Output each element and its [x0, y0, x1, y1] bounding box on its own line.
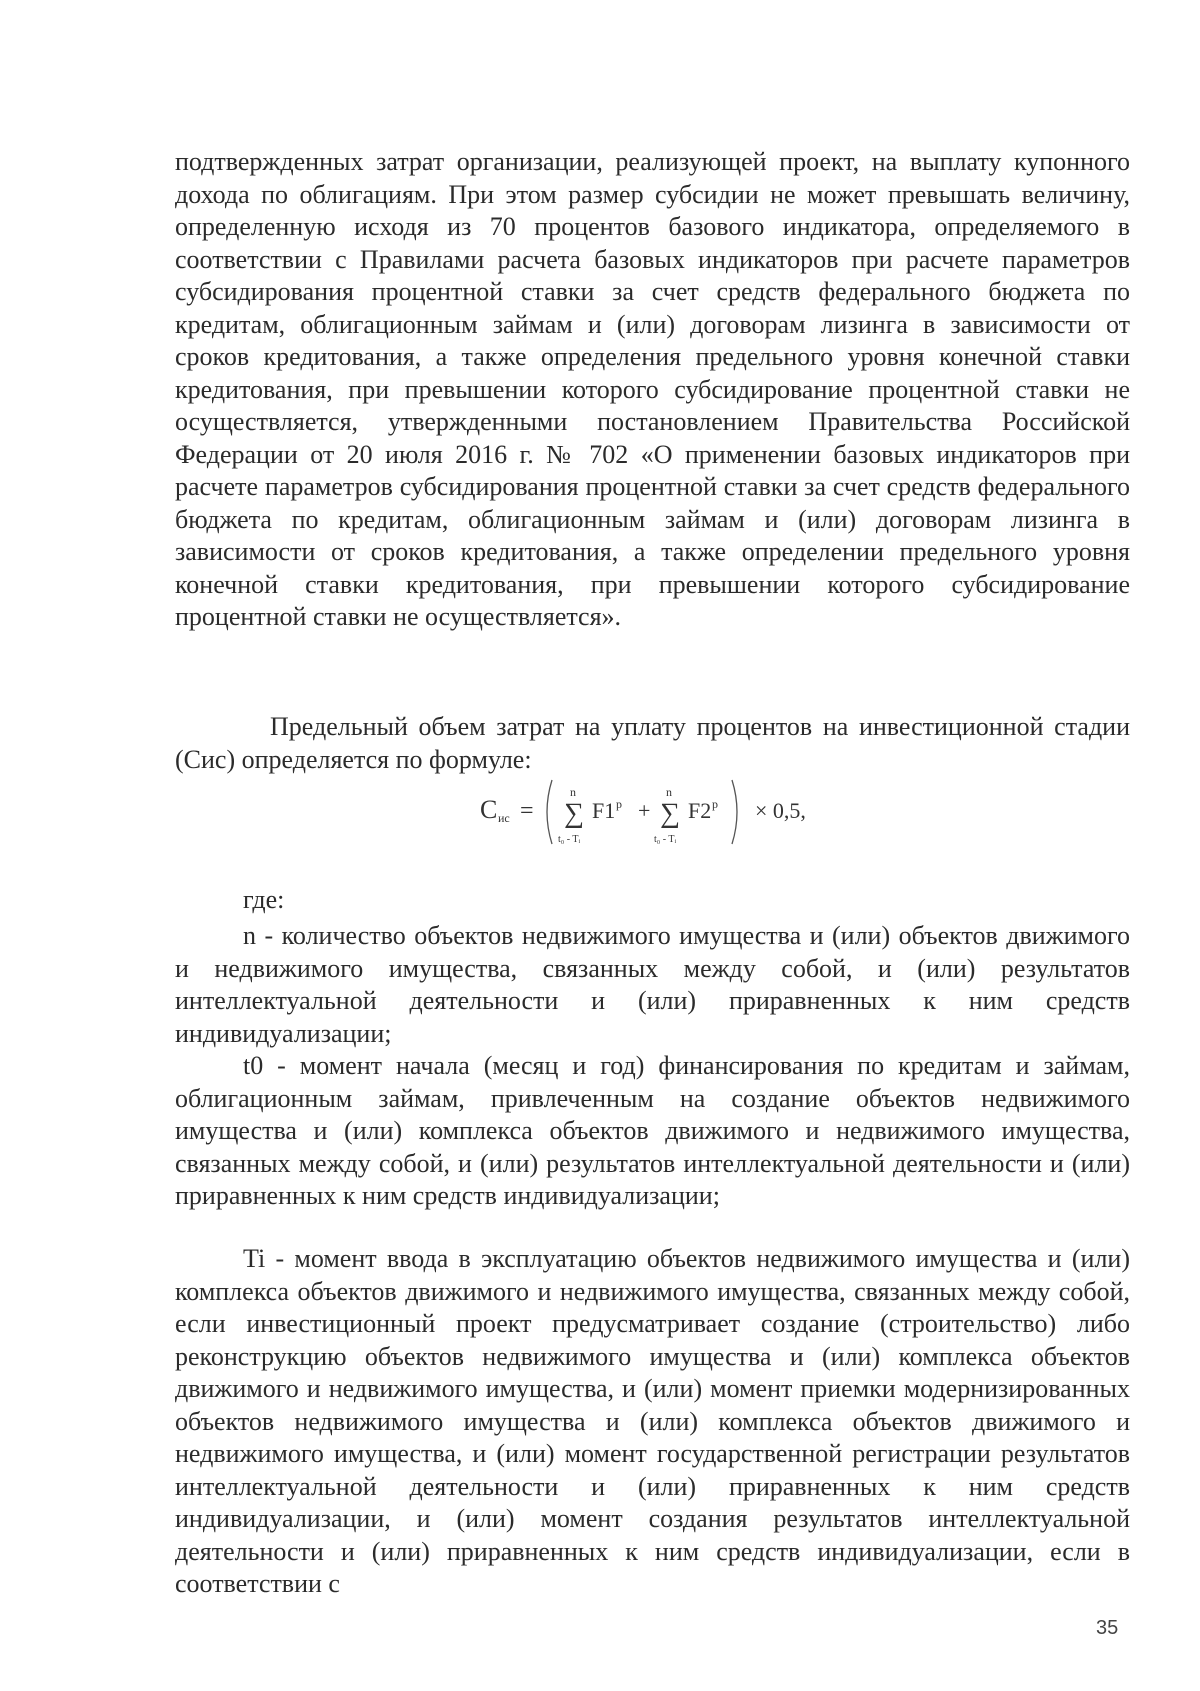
page-number: 35 — [1096, 1617, 1119, 1639]
sum-1-sigma: ∑ — [564, 798, 584, 829]
sum-2-upper: n — [666, 785, 672, 799]
term-f2: F2 — [688, 798, 712, 823]
sum-1-upper: n — [570, 785, 576, 799]
paragraph-subsidy-limit: подтвержденных затрат организации, реализующей проект, на выплату купонного дохода по облигациям. При этом размер субсидии не может превышать величину, определенную исходя из 70 процентов базового индикатора, определяемого в соответствии с Правилами расчета базовых индикаторов при расчете параметров субсидирования процентной ставки за счет средств федерального бюджета по кредитам, облигационным займам и (или) договорам лизинга в зависимости от сроков кредитования, а также определения предельного уровня конечной ставки кредитования, при превышении которого субсидирование процентной ставки не осуществляется, утвержденными постановлением Правительства Российской Федерации от 20 июля 2016 г. № 702 «О применении базовых индикаторов при расчете параметров субсидирования процентной ставки за счет средств федерального бюджета по кредитам, облигационным займам и (или) договорам лизинга в зависимости от сроков кредитования, а также определении предельного уровня конечной ставки кредитования, при превышении которого субсидирование процентной ставки не осуществляется». — [175, 147, 1130, 631]
right-paren — [732, 780, 737, 844]
formula-lhs-subscript: ис — [498, 811, 510, 825]
paragraph-formula-intro: Предельный объем затрат на уплату процентов на инвестиционной стадии (Сис) определяется по формуле: — [175, 712, 1130, 774]
formula-plus: + — [638, 798, 651, 823]
formula-equals: = — [520, 798, 534, 824]
sum-2-lower: t₀ - Tᵢ — [654, 834, 677, 845]
where-label: где: — [243, 885, 285, 914]
left-paren — [547, 780, 552, 844]
term-f2-superscript: p — [712, 797, 718, 811]
formula-cis — [470, 772, 910, 852]
sum-2-sigma: ∑ — [660, 798, 680, 829]
term-f1: F1 — [592, 798, 616, 823]
definition-n: n - количество объектов недвижимого имущества и (или) объектов движимого и недвижимого имущества, связанных между собой, и (или) результатов интеллектуальной деятельности и (или) приравненных к ним средств индивидуализации; — [175, 921, 1130, 1048]
definition-ti: Ti - момент ввода в эксплуатацию объектов недвижимого имущества и (или) комплекса объектов движимого и недвижимого имущества, связанных между собой, если инвестиционный проект предусматривает создание (строительство) либо реконструкцию объектов недвижимого имущества и (или) комплекса объектов движимого и недвижимого имущества, и (или) момент приемки модернизированных объектов недвижимого имущества и (или) комплекса объектов движимого и недвижимого имущества, и (или) момент государственной регистрации результатов интеллектуальной деятельности и (или) приравненных к ним средств индивидуализации, и (или) момент создания результатов интеллектуальной деятельности и (или) приравненных к ним средств индивидуализации, если в соответствии с — [175, 1244, 1130, 1598]
formula-multiplier: × 0,5, — [755, 798, 806, 823]
sum-1-lower: t₀ - Tᵢ — [558, 834, 581, 845]
definition-t0: t0 - момент начала (месяц и год) финансирования по кредитам и займам, облигационным займам, привлеченным на создание объектов недвижимого имущества и (или) комплекса объектов движимого и недвижимого имущества, связанных между собой, и (или) результатов интеллектуальной деятельности и (или) приравненных к ним средств индивидуализации; — [175, 1051, 1130, 1210]
formula-lhs: C — [480, 795, 498, 824]
term-f1-superscript: p — [616, 797, 622, 811]
formula-svg — [470, 772, 910, 852]
